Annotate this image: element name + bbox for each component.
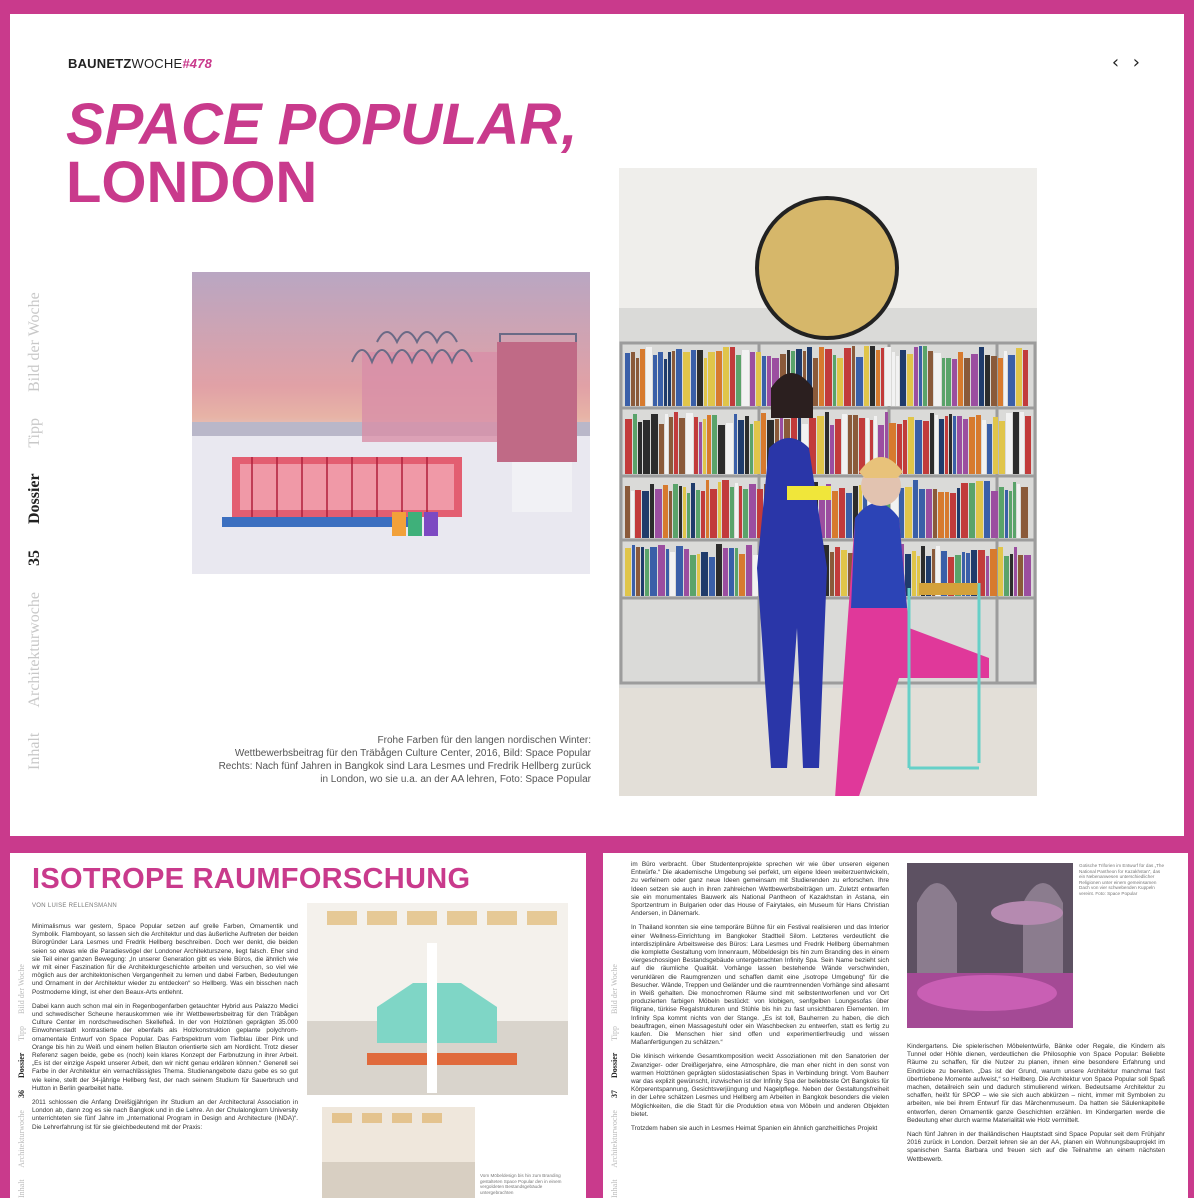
book-spine (1008, 355, 1015, 406)
book-spine (957, 488, 960, 538)
spread-page-36 (10, 853, 586, 1198)
book-spine (919, 489, 925, 538)
book-spine (730, 347, 735, 406)
book-spine (1004, 556, 1009, 596)
book-spine (638, 422, 642, 474)
paragraph: Trotzdem haben sie auch in Lesmes Heimat Spanien ein ähnlich ganzheitliches Projekt (631, 1125, 878, 1133)
book-spine (643, 420, 650, 474)
book-spine (729, 548, 734, 596)
nav-bild-der-woche[interactable]: Bild der Woche (610, 964, 619, 1014)
book-spine (701, 491, 705, 538)
book-spine (683, 487, 686, 538)
book-spine (963, 419, 968, 474)
book-spine (742, 350, 749, 406)
book-spine (642, 491, 649, 538)
book-spine (919, 346, 922, 406)
book-spine (844, 348, 851, 406)
book-spine (640, 349, 645, 406)
book-spine (749, 484, 756, 538)
book-spine (971, 354, 978, 406)
book-spine (738, 420, 744, 474)
next-arrow-icon[interactable]: › (1132, 52, 1140, 73)
book-spine (633, 414, 637, 474)
paragraph: Kindergartens. Die spielerischen Möbelentwürfe, Bänke oder Regale, die Kindern als Tunnel oder Höhle dienen, verdeutlichen die Philosophie von Space Popular: Beliebte Räume zu schaffen, für die Nutzer zu planen, ihnen eine besondere Erfahrung und Eindrücke zu bereiten. „Das ist der Grund, warum unsere Architektur manchmal fast übertriebene Momente aufweist,“ so Hellberg. Die Architektur von Space Popular soll Spaß machen, detailreich sein und dadurch stimulierend wirken. Bedeutsame Architektur zu schaffen, heißt für SPOP – wie sie sich auch abkürzen – nicht, immer mit Symbolen zu arbeiten, wie bei ihrem Entwurf für das Märchenmuseum. Da hatten sie Säulenkapitelle entworfen, deren Ornamentik ganze Geschichten erzählen. Im Kindergarten werde die Bedeutung eher durch warme Materialität wie Holz vermittelt. (907, 1043, 1165, 1124)
caption-line-4: in London, wo sie u.a. an der AA lehren, Foto: Space Popular (320, 774, 591, 785)
portrait-illustration (619, 168, 1037, 796)
nav-inhalt[interactable]: Inhalt (17, 1179, 26, 1198)
book-spine (735, 548, 738, 596)
masthead-issue: #478 (182, 56, 213, 71)
book-spine (833, 355, 836, 406)
spread-page-37 (603, 853, 1188, 1198)
nav-bild-der-woche[interactable]: Bild der Woche (26, 292, 43, 392)
book-spine (670, 552, 675, 596)
article-byline: VON LUISE RELLENSMANN (32, 903, 117, 909)
nav-dossier[interactable]: Dossier (17, 1052, 26, 1078)
book-spine (679, 418, 685, 474)
book-spine (825, 349, 832, 406)
book-spine (632, 545, 635, 596)
book-spine (946, 358, 951, 406)
book-spine (756, 352, 761, 406)
book-spine (950, 493, 956, 538)
book-spine (907, 354, 913, 406)
page-nav (1104, 52, 1140, 73)
book-spine (745, 416, 749, 474)
book-spine (998, 547, 1003, 596)
nav-page-number: 36 (17, 1090, 26, 1098)
book-spine (750, 424, 753, 474)
book-spine (663, 485, 668, 538)
book-spine (935, 415, 938, 474)
nav-dossier[interactable]: Dossier (26, 473, 43, 525)
book-spine (716, 544, 722, 596)
book-spine (813, 358, 818, 406)
book-spine (934, 353, 941, 406)
book-spine (746, 545, 752, 596)
book-spine (987, 424, 992, 474)
book-spine (673, 484, 678, 538)
book-spine (913, 480, 918, 538)
book-spine (650, 484, 654, 538)
book-spine (923, 346, 927, 406)
book-spine (1013, 482, 1016, 538)
book-spine (665, 414, 668, 474)
book-spine (690, 555, 696, 596)
book-spine (735, 483, 738, 538)
book-spine (683, 352, 690, 406)
nav-tipp[interactable]: Tipp (610, 1025, 619, 1041)
paragraph: Minimalismus war gestern, Space Popular setzen auf grelle Farben, Ornamentik und Symbolik. Flamboyant, so lassen sich die Architektur und das äußerliche Auftreten der beiden Bürogründer Lara Lesmes und Fredrik Hellberg beschreiben. Doch wer denkt, die beiden seien so etwas wie die Paradiesvögel der Londoner Architekturszene, liegt falsch. Eher sind sie Teil einer ganzen Bewegung: „In unserer Generation gibt es viele Büros, die ähnlich wie wir mit einer Faszination für die Architekturgeschichte arbeiten und versuchen, so viel wie möglich aus der architektonischen Vergangenheit zu lernen und dabei Farben, Bedeutungen und Ornament in der Architektur wieder zu entdecken“ so Hellberg. Was ein bisschen nach Postmoderne klingt, ist eher den Beaux-Arts entlehnt. (32, 923, 298, 996)
book-spine (761, 413, 766, 474)
masthead-brand: BAUNETZ (68, 56, 132, 71)
book-spine (739, 554, 745, 596)
book-spine (631, 491, 634, 538)
side-navigation-small (12, 943, 26, 1198)
book-spine (993, 417, 998, 474)
book-spine (1025, 416, 1031, 474)
book-spine (1014, 547, 1017, 596)
book-spine (635, 490, 641, 538)
nav-tipp[interactable]: Tipp (26, 418, 43, 448)
book-spine (991, 491, 998, 538)
nav-architekturwoche[interactable]: Architekturwoche (610, 1110, 619, 1168)
book-spine (645, 549, 649, 596)
book-spine (985, 355, 990, 406)
book-spine (923, 421, 929, 474)
book-spine (666, 549, 669, 596)
book-spine (691, 350, 696, 406)
book-spine (979, 347, 984, 406)
book-spine (856, 357, 863, 406)
book-spine (625, 548, 631, 596)
book-spine (762, 356, 766, 406)
book-spine (1005, 490, 1008, 538)
book-spine (672, 351, 675, 406)
book-spine (846, 493, 852, 538)
book-spine (650, 547, 657, 596)
book-spine (753, 555, 758, 596)
book-spine (668, 352, 671, 406)
book-spine (1016, 348, 1022, 406)
book-spine (750, 352, 755, 406)
book-spine (969, 483, 975, 538)
book-spine (825, 412, 829, 474)
book-spine (900, 350, 906, 406)
book-spine (1013, 412, 1019, 474)
book-spine (832, 491, 838, 538)
book-spine (1024, 555, 1031, 596)
book-spine (961, 483, 968, 538)
article-column-2 (631, 861, 889, 1139)
book-spine (942, 358, 945, 406)
book-spine (953, 416, 956, 474)
paragraph: In Thailand konnten sie eine temporäre Bühne für ein Festival realisieren und das Interior einer Wellness-Einrichtung im Bangkoker Stadtteil Silom. Letzteres verdeutlicht die interdisziplinäre Arbeitsweise des Büros: Lara Lesmes und Fredrik Hellberg übernahmen die komplette Gestaltung vom Innenraum, Möbeldesign bis hin zum Branding des in einem viergeschossigen Bestandsgebäude untergebrachten Infinity Spa. Sein Name bezieht sich auf die räumliche Qualität. Vorhänge lassen bestehende Wände verschwinden, verunklären die Raumgrenzen und schaffen damit eine „isotrope Umgebung“ für die Besucher. Wände, Treppen und Geländer und die raumtrennenden Vorhänge sind allesamt in Weiß gehalten. Die monochromen Räume sind mit selbstentworfenen und vor Ort produzierten farbigen Möbeln bestückt: von klobigen, senfgelben Loungesofas über filigrane, türkise Regalstrukturen und Stühle bis hin zu fast unsichtbaren Elementen. Im Infinity Spa kommt nichts von der Stange. „Es ist toll, Bauherren zu haben, die dich beauftragen, einen Massagestuhl oder ein Waschbecken zu entwerfen, statt es fertig zu kaufen. Die Menschen hier sind offen und experimentierfreudig und wissen Maßanfertigungen zu schätzen.“ (631, 924, 889, 1047)
book-spine (870, 346, 875, 406)
book-spine (658, 352, 663, 406)
book-spine (655, 489, 662, 538)
book-spine (837, 358, 843, 406)
book-spine (852, 346, 855, 406)
book-spine (722, 480, 729, 538)
book-spine (703, 419, 706, 474)
book-spine (659, 424, 664, 474)
book-spine (998, 358, 1003, 406)
prev-arrow-icon[interactable]: ‹ (1111, 52, 1120, 73)
book-spine (952, 359, 957, 406)
nav-page-number: 37 (610, 1090, 619, 1098)
book-spine (830, 552, 834, 596)
book-spine (1006, 413, 1012, 474)
spa-interior-image (307, 903, 568, 1095)
book-spine (1020, 412, 1024, 474)
book-spine (641, 547, 644, 596)
book-spine (976, 415, 981, 474)
nav-architekturwoche[interactable]: Architekturwoche (17, 1110, 26, 1168)
masthead[interactable] (68, 56, 212, 71)
book-spine (949, 414, 952, 474)
book-spine (676, 546, 683, 596)
competition-render-image (192, 272, 590, 574)
book-spine (958, 352, 963, 406)
book-spine (716, 351, 722, 406)
book-spine (625, 486, 630, 538)
book-spine (730, 487, 734, 538)
book-spine (853, 415, 858, 474)
book-spine (697, 350, 703, 406)
article-title: ISOTROPE RAUMFORSCHUNG (32, 863, 471, 895)
book-spine (848, 415, 852, 474)
side-navigation (16, 260, 44, 770)
side-navigation-small (605, 943, 619, 1198)
book-spine (1018, 555, 1023, 596)
book-spine (1023, 350, 1028, 406)
book-spine (859, 418, 865, 474)
paragraph: im Büro verbracht. Über Studentenprojekte sprechen wir wie über unseren eigenen Entwürfe.“ Die akademische Umgebung sei perfekt, um eigene Ideen weiterzuentwickeln, zu verfeinern oder ganz neue Ideen gemeinsam mit Studierenden zu erforschen. Ihre Ideen setzen sie auch in ihren zahlreichen Wettbewerbsbeiträgen um. Zuletzt entwarfen sie ein monumentales Bauwerk als National Pantheon of Kazakhstan in Astana, ein Sportzentrum in Bulgarien oder das House of Fairytales, ein Museum für Hans Christian Andersen, in Dänemark. (631, 861, 889, 918)
book-spine (709, 557, 715, 596)
book-spine (830, 425, 834, 474)
paragraph: Nach fünf Jahren in der thailändischen Hauptstadt sind Space Popular seit dem Frühjahr 2016 zurück in London. Derzeit lehren sie an der AA, planen ein Wohnungsbauprojekt im spanischen Santa Barbara und freuen sich auf die Teilnahme an einem nächsten Wettbewerb. (907, 1131, 1165, 1163)
spa-corridor-image (322, 1107, 475, 1198)
corridor-illustration (322, 1107, 475, 1198)
book-spine (896, 356, 899, 406)
book-spine (676, 349, 682, 406)
book-spine (933, 489, 937, 538)
book-spine (653, 355, 657, 406)
book-spine (905, 487, 912, 538)
book-spine (658, 545, 665, 596)
paragraph: Dabei kann auch schon mal ein in Regenbogenfarben getauchter Hybrid aus Palazzo Medici und schwedischer Scheune herauskommen wie ihr Wettbewerbsbeitrag für den Träbågen Culture Center im nordschwedischen Skellefteå. In der von Holztönen geprägten 35.000 Einwohnerstadt kontrastierte der ebenfalls als Holzkonstruktion geplante polychrom-ornamentale Entwurf von Space Popular. Das Farbspektrum vom Tiefblau über Pink und Orange bis hin zu Weiß und einem hellen Blauton orientierte sich am Nordlicht. Trotz dieser Referenz sagen beide, gebe es (noch) kein klares Konzept der Farbnutzung in ihrer Arbeit. „Es ist der einzige Aspekt unserer Arbeit, den wir nicht genau erklären können.“ Generell sei Farbe in der Architektur ein vernachlässigtes Thema. Studienangebote dazu gebe es so gut wie keine, stellt der 34-jährige Hellberg fest, der nach seinem Studium für Sauerbruch und Hutton in Berlin gearbeitet hatte. (32, 1002, 298, 1092)
book-spine (651, 414, 658, 474)
book-spine (982, 420, 986, 474)
book-spine (625, 353, 630, 406)
title-line-2: LONDON (66, 150, 318, 215)
book-spine (691, 483, 695, 538)
book-spine (835, 547, 840, 596)
nav-page-number: 35 (26, 550, 43, 567)
book-spine (736, 355, 741, 406)
book-spine (1009, 491, 1012, 538)
nav-bild-der-woche[interactable]: Bild der Woche (17, 964, 26, 1014)
book-spine (957, 416, 962, 474)
image-caption-small: Vom Möbeldesign bis hin zum Branding gestalteten Space Popular den in einem vergoldeten Bestandsgebäude untergebrachten (480, 1173, 562, 1195)
book-spine (686, 413, 693, 474)
article-column-1 (32, 923, 298, 1138)
book-spine (708, 352, 715, 406)
book-spine (915, 420, 922, 474)
book-spine (885, 347, 891, 406)
book-spine (718, 482, 721, 538)
book-spine (696, 490, 700, 538)
book-spine (701, 552, 708, 596)
caption-line-3: Rechts: Nach fünf Jahren in Bangkok sind Lara Lesmes und Fredrik Hellberg zurück (218, 761, 591, 772)
book-spine (876, 350, 880, 406)
spa-illustration (307, 903, 568, 1095)
book-spine (999, 421, 1005, 474)
paragraph: Die klinisch wirkende Gesamtkomposition weckt Assoziationen mit den Sanatorien der Zwanziger- oder Dreißigerjahre, eine Atmosphäre, die man eher nicht in den sonst von warmen Holztönen geprägten südostasiatischen Spas in Verbindung bringt. Vom Bauherr war das explizit gewünscht, inzwischen ist der Infinity Spa der beliebteste Ort Bangkoks für Körperentspannung, Gesichtsverjüngung und Nagelpflege. Neben der Gestaltungsfreiheit in der Lehre schätzen Lesmes und Hellberg am Arbeiten in Bangkok besonders die vielen Möglichkeiten, die die Stadt für die Produktion etwa von Möbeln und anderen Objekten bietet. (631, 1053, 889, 1118)
book-spine (938, 492, 944, 538)
book-spine (841, 550, 847, 596)
book-spine (908, 417, 914, 474)
book-spine (991, 356, 997, 406)
book-spine (669, 417, 673, 474)
book-spine (664, 359, 667, 406)
book-spine (939, 419, 944, 474)
book-spine (636, 547, 640, 596)
book-spine (723, 548, 728, 596)
book-spine (734, 414, 737, 474)
render-illustration (192, 272, 590, 574)
book-spine (1010, 554, 1013, 596)
nav-tipp[interactable]: Tipp (17, 1025, 26, 1041)
pantheon-illustration (907, 863, 1073, 1028)
pantheon-render-image (907, 863, 1073, 1028)
book-spine (710, 489, 717, 538)
book-spine (687, 493, 690, 538)
book-spine (699, 422, 702, 474)
book-spine (984, 481, 990, 538)
book-spine (819, 347, 824, 406)
book-spine (726, 423, 733, 474)
book-spine (986, 556, 989, 596)
book-spine (864, 346, 869, 406)
book-spine (684, 549, 689, 596)
book-spine (835, 419, 841, 474)
book-spine (930, 413, 934, 474)
masthead-woche: WOCHE (131, 56, 183, 71)
book-spine (914, 347, 918, 406)
book-spine (767, 356, 771, 406)
title-line-1: SPACE POPULAR, (66, 92, 578, 157)
founders-portrait-image (619, 168, 1037, 796)
caption-line-2: Wettbewerbsbeitrag für den Träbågen Culture Center, 2016, Bild: Space Popular (234, 748, 591, 759)
image-caption (196, 734, 591, 786)
book-spine (718, 425, 725, 474)
spread-page-35 (10, 14, 1184, 836)
nav-inhalt[interactable]: Inhalt (26, 732, 43, 770)
book-spine (669, 491, 672, 538)
book-spine (964, 358, 970, 406)
book-spine (945, 416, 948, 474)
book-spine (881, 348, 884, 406)
book-spine (903, 420, 907, 474)
book-spine (636, 358, 639, 406)
book-spine (704, 358, 707, 406)
book-spine (976, 481, 983, 538)
book-spine (928, 351, 933, 406)
book-spine (739, 486, 742, 538)
book-spine (912, 551, 916, 596)
nav-inhalt[interactable]: Inhalt (610, 1179, 619, 1198)
book-spine (625, 419, 632, 474)
book-spine (646, 347, 652, 406)
book-spine (1021, 487, 1028, 538)
book-spine (945, 492, 949, 538)
book-spine (723, 347, 729, 406)
book-spine (743, 489, 748, 538)
book-spine (674, 412, 678, 474)
book-spine (754, 421, 760, 474)
book-spine (926, 489, 932, 538)
book-spine (694, 417, 698, 474)
book-spine (990, 549, 997, 596)
book-spine (892, 352, 895, 406)
book-spine (842, 414, 847, 474)
nav-architekturwoche[interactable]: Architekturwoche (26, 592, 43, 708)
page-title (66, 92, 578, 215)
book-spine (706, 480, 709, 538)
book-spine (679, 486, 682, 538)
book-spine (969, 417, 975, 474)
image-caption-small: Gotische Triforien im Entwurf für das „The National Pantheon for Kazakhstan“, das ein Nebenanwesen unterschiedlicher Religionen unter einem gemeinsamen Dach von vier schwebenden Kuppeln vereint. Foto: Space Popular (1079, 863, 1165, 896)
book-spine (1017, 484, 1020, 538)
book-spine (631, 352, 635, 406)
book-spine (707, 415, 711, 474)
book-spine (712, 415, 717, 474)
book-spine (697, 554, 700, 596)
book-spine (817, 416, 824, 474)
caption-line-1: Frohe Farben für den langen nordischen Winter: (377, 735, 591, 746)
book-spine (1004, 351, 1007, 406)
article-column-3 (907, 1043, 1165, 1170)
paragraph: 2011 schlossen die Anfang Dreißigjährigen ihr Studium an der Architectural Association in London ab, dann zog es sie nach Bangkok und in die Lehre. An der Chulalongkorn University unterrichteten sie fünf Jahre im „International Program in Design and Architecture (INDA)“. Die Lehrerfahrung ist für sie gleichbedeutend mit der Praxis: (32, 1099, 298, 1131)
book-spine (839, 488, 845, 538)
nav-dossier[interactable]: Dossier (610, 1052, 619, 1078)
book-spine (999, 487, 1004, 538)
